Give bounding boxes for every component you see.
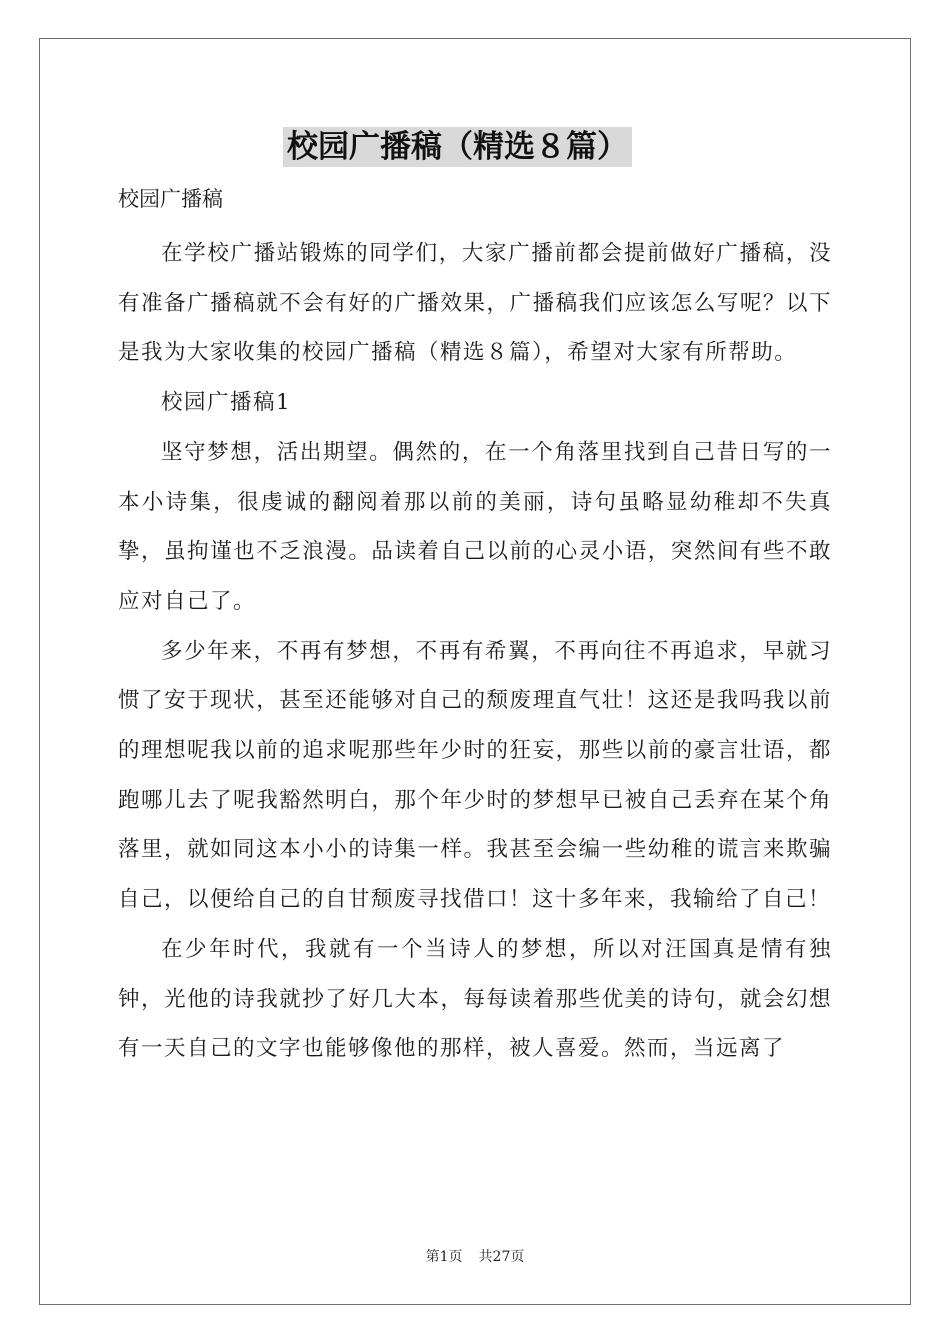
paragraph: 多少年来，不再有梦想，不再有希翼，不再向往不再追求，早就习惯了安于现状，甚至还能够对自己的颓废理直气壮！这还是我吗我以前的理想呢我以前的追求呢那些年少时的狂妄，那些以前的豪言壮语，都跑哪儿去了呢我豁然明白，那个年少时的梦想早已被自己丢弃在某个角落里，就如同这本小小的诗集一样。我甚至会编一些幼稚的谎言来欺骗自己，以便给自己的自甘颓废寻找借口！这十多年来，我输给了自己！	[118, 638, 832, 913]
paragraph-intro: 在学校广播站锻炼的同学们，大家广播前都会提前做好广播稿，没有准备广播稿就不会有好的广播效果，广播稿我们应该怎么写呢？以下是我为大家收集的校园广播稿（精选８篇），希望对大家有所帮助。	[118, 241, 832, 366]
page-footer	[0, 1247, 950, 1267]
section-heading: 校园广播稿1	[161, 390, 292, 416]
document-subheading: 校园广播稿	[118, 187, 223, 211]
page-number: 第1页	[425, 1249, 463, 1265]
paragraph: 坚守梦想，活出期望。偶然的，在一个角落里找到自己昔日写的一本小诗集，很虔诚的翻阅着那以前的美丽，诗句虽略显幼稚却不失真挚，虽拘谨也不乏浪漫。品读着自己以前的心灵小语，突然间有些不敢应对自己了。	[118, 439, 832, 614]
document-body	[118, 206, 832, 1074]
paragraph: 在少年时代，我就有一个当诗人的梦想，所以对汪国真是情有独钟，光他的诗我就抄了好几大本，每每读着那些优美的诗句，就会幻想有一天自己的文字也能够像他的那样，被人喜爱。然而，当远离了	[118, 936, 832, 1062]
document-title: 校园广播稿（精选８篇）	[283, 127, 632, 167]
page-total: 共27页	[478, 1249, 525, 1265]
